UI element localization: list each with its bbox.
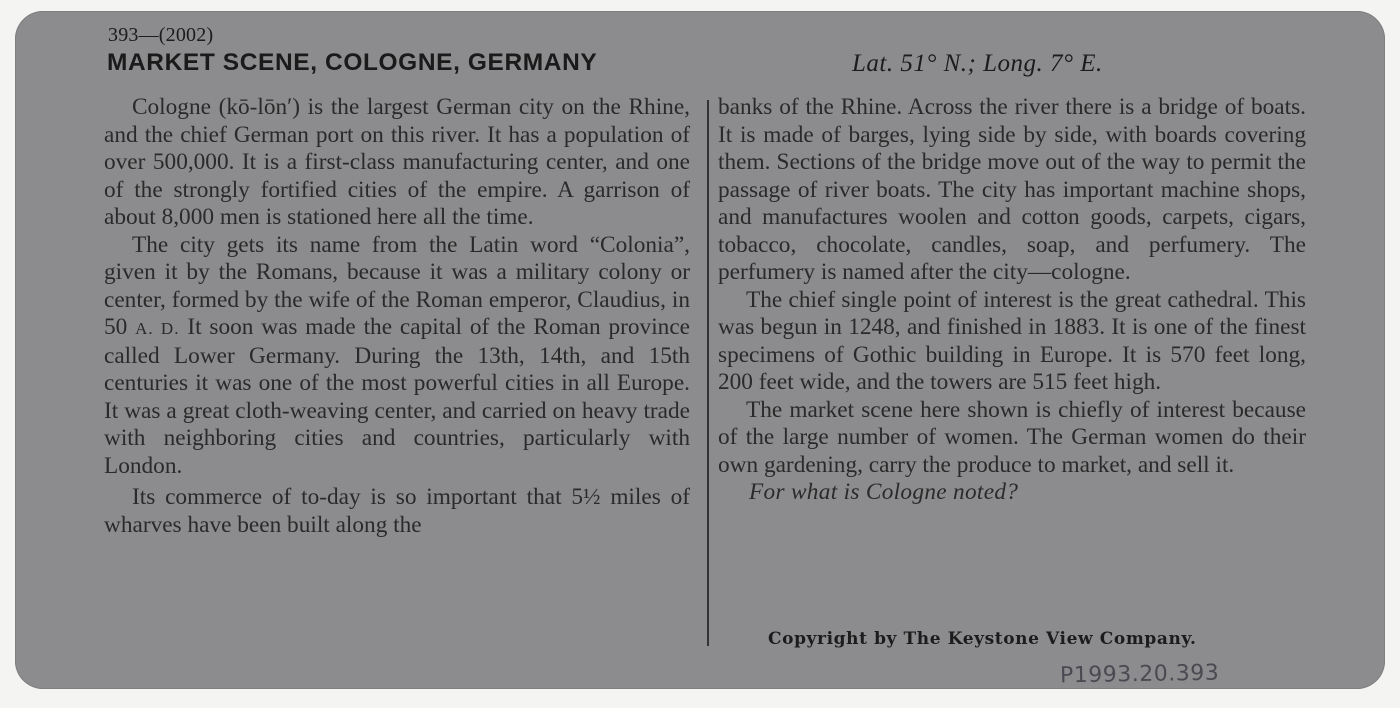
left-paragraph-2-end: It soon was made the capital of the Roman province called Lower Germany. During the 13th, 14th, and 15th centuries it was one of the most powerful cities in all Europe. It was a great cloth-weaving center, and carried on heavy trade with neighboring cities and countries, particularly with London.	[104, 314, 691, 479]
left-paragraph-2	[104, 232, 690, 481]
copyright-line: Copyright by The Keystone View Company.	[768, 629, 1197, 649]
right-paragraph-2: The chief single point of interest is the great cathedral. This was begun in 1248, and finished in 1883. It is one of the finest specimens of Gothic building in Europe. It is 570 feet long, 200 feet wide, and the towers are 515 feet high.	[718, 286, 1306, 395]
right-column	[718, 94, 1306, 507]
card-title: MARKET SCENE, COLOGNE, GERMANY	[107, 49, 598, 76]
left-paragraph-1: Cologne (kō-lōn′) is the largest German city on the Rhine, and the chief German port on this river. It has a population of over 500,000. It is a first-class manufacturing center, and one of the strongly fortified cities of the empire. A garrison of about 8,000 men is stationed here all the time.	[104, 94, 690, 230]
column-divider	[707, 100, 709, 646]
card-number: 393—(2002)	[108, 24, 214, 46]
right-paragraph-3: The market scene here shown is chiefly of interest because of the large number of women. The German women do their own gardening, carry the produce to market, and sell it.	[718, 396, 1306, 478]
right-paragraph-1: banks of the Rhine. Across the river there is a bridge of boats. It is made of barges, lying side by side, with boards covering them. Sections of the bridge move out of the way to permit the passage of river boats. The city has important machine shops, and manufactures woolen and cotton goods, carpets, cigars, tobacco, chocolate, candles, soap, and perfumery. The perfumery is named after the city—cologne.	[718, 94, 1306, 285]
left-paragraph-2-start: The city gets its name from the Latin word “Colonia”, given it by the Romans, because it was a military colony or center, formed by the wife of the Roman emperor, Claudius, in 50	[104, 231, 690, 340]
study-question: For what is Cologne noted?	[749, 479, 1019, 505]
anno-domini: A. D.	[135, 319, 180, 338]
catalog-number: P1993.20.393	[1059, 660, 1220, 689]
coordinates: Lat. 51° N.; Long. 7° E.	[852, 50, 1103, 77]
left-paragraph-3: Its commerce of to-day is so important that 5½ miles of wharves have been built along the	[104, 484, 690, 538]
left-column	[104, 94, 690, 539]
